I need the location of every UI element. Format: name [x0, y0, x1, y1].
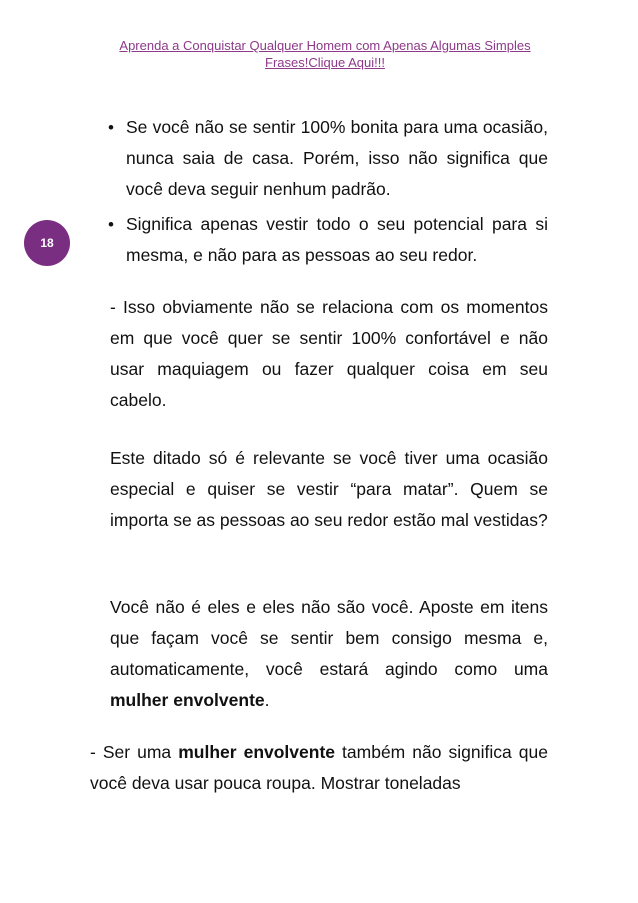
- paragraph-1: - Isso obviamente não se relaciona com os momentos em que você quer se sentir 100% confortável e não usar maquiagem ou fazer qualquer coisa em seu cabelo.: [110, 297, 548, 410]
- bullet-text: Se você não se sentir 100% bonita para uma ocasião, nunca saia de casa. Porém, isso não significa que você deva seguir nenhum padrão.: [126, 117, 548, 199]
- page-number-badge: [24, 220, 70, 266]
- header-link[interactable]: [100, 37, 550, 71]
- paragraph-4: [90, 737, 548, 799]
- bullet-list: [108, 112, 548, 275]
- header-link-line-1[interactable]: Aprenda a Conquistar Qualquer Homem com Apenas Algumas Simples: [119, 38, 531, 53]
- page-number: 18: [40, 236, 54, 250]
- bullet-icon: •: [108, 215, 114, 234]
- bullet-icon: •: [108, 118, 114, 137]
- paragraph-4-text: também não significa que você deva usar pouca roupa. Mostrar toneladas: [90, 742, 548, 793]
- paragraph-3: [110, 592, 548, 716]
- paragraph-3-end: .: [264, 690, 270, 710]
- paragraph-4-bold: mulher envolvente: [178, 742, 336, 762]
- bullet-text: Significa apenas vestir todo o seu potencial para si mesma, e não para as pessoas ao seu redor.: [126, 214, 548, 265]
- bullet-item: [108, 209, 548, 271]
- header-link-line-2[interactable]: Frases!Clique Aqui!!!: [265, 55, 385, 70]
- paragraph-4-start: - Ser uma: [90, 742, 179, 762]
- bullet-item: [108, 112, 548, 205]
- paragraph-3-text: Você não é eles e eles não são você. Aposte em itens que façam você se sentir bem consigo mesma e, automaticamente, você estará agindo como uma: [110, 597, 548, 679]
- paragraph-2: Este ditado só é relevante se você tiver uma ocasião especial e quiser se vestir “para matar”. Quem se importa se as pessoas ao seu redor estão mal vestidas?: [110, 448, 548, 530]
- paragraph-3-bold: mulher envolvente: [110, 690, 265, 710]
